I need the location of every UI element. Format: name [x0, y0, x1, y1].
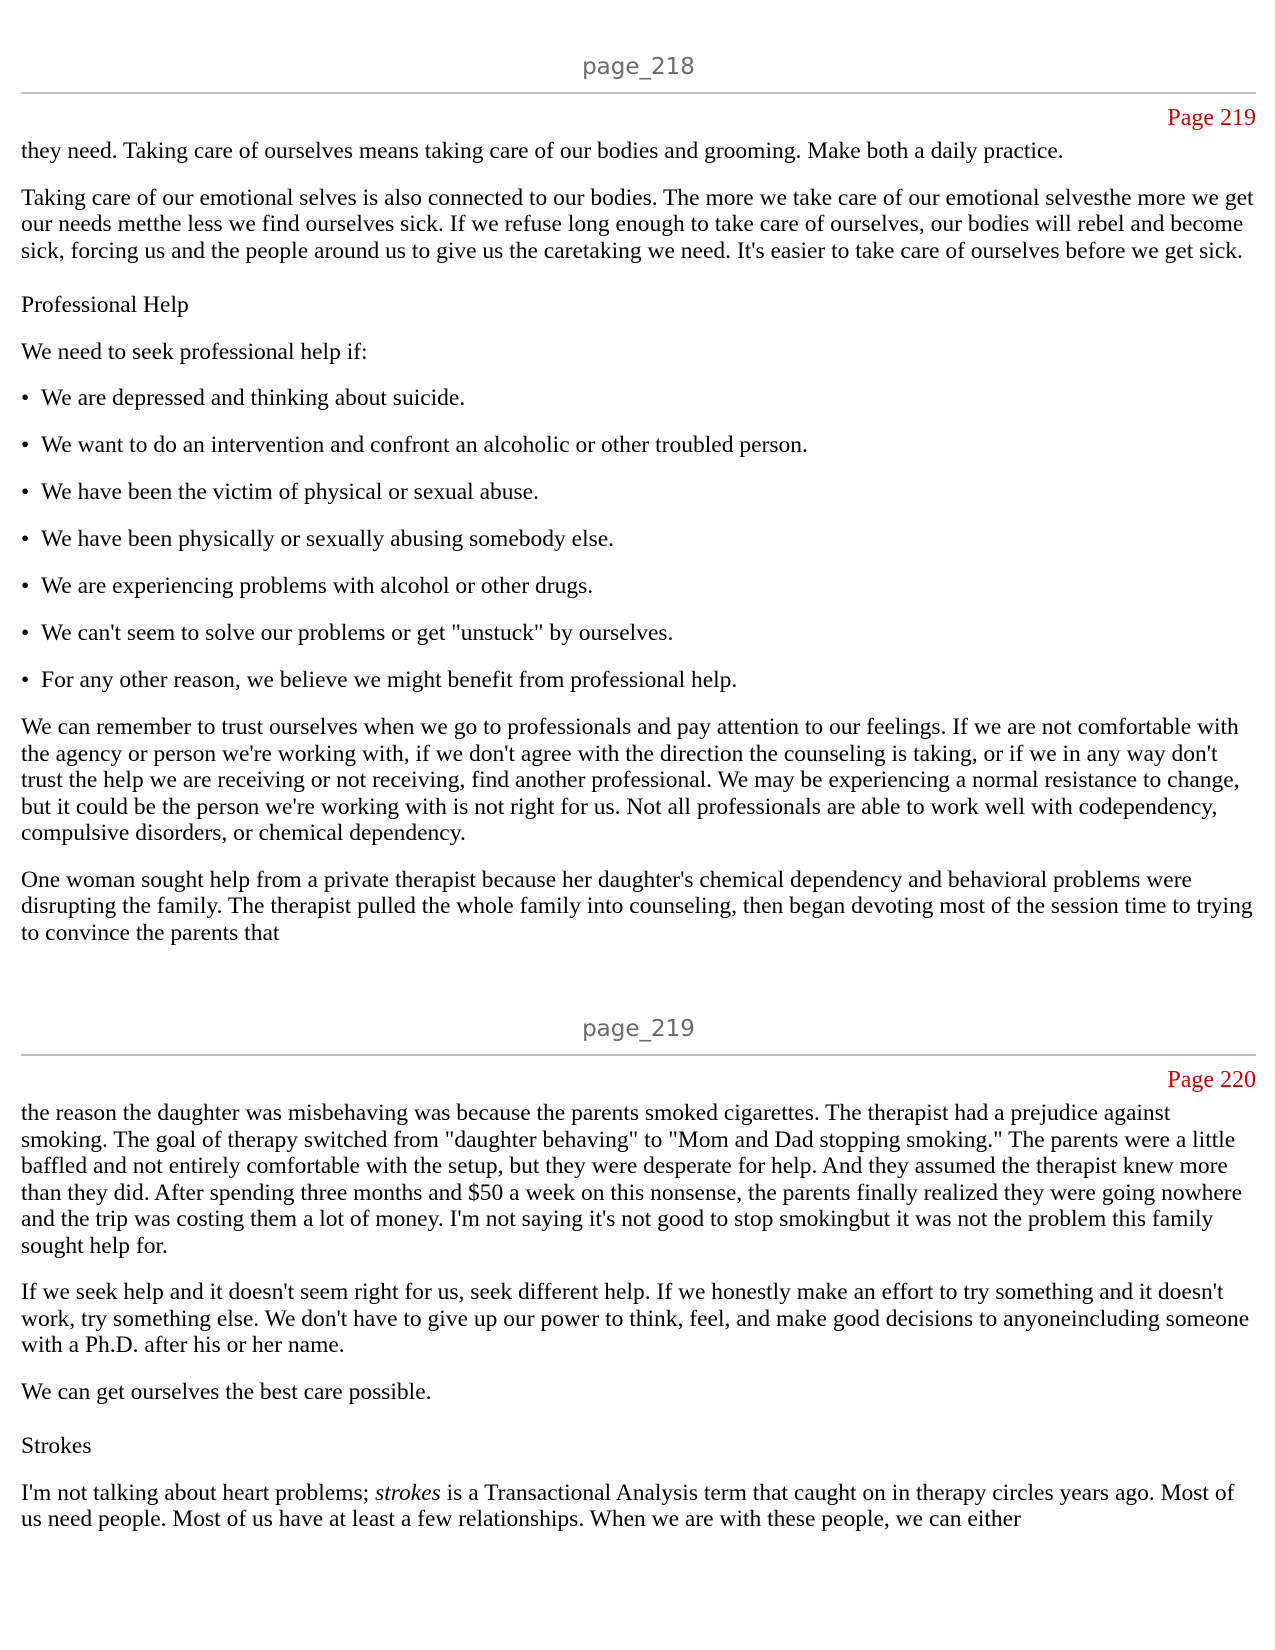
list-item	[21, 620, 1256, 647]
page-divider	[21, 92, 1256, 94]
bullet-icon: •	[21, 620, 30, 646]
paragraph	[21, 1480, 1256, 1533]
list-item	[21, 667, 1256, 694]
paragraph: We need to seek professional help if:	[21, 338, 368, 365]
bullet-icon: •	[21, 526, 30, 552]
page-divider	[21, 1054, 1256, 1056]
page-marker: page_218	[582, 54, 695, 80]
page-number: Page 219	[1167, 105, 1256, 131]
list-item-text: For any other reason, we believe we might benefit from professional help.	[41, 667, 738, 693]
paragraph: they need. Taking care of ourselves means taking care of our bodies and grooming. Make both a daily practice.	[21, 138, 1064, 164]
paragraph: One woman sought help from a private therapist because her daughter's chemical dependency and behavioral problems were disrupting the family. The therapist pulled the whole family into counseling, then began devoting most of the session time to trying to convince the parents that	[21, 866, 1253, 946]
list-item-text: We are depressed and thinking about suicide.	[41, 385, 466, 411]
bullet-list	[21, 385, 1256, 694]
paragraph: the reason the daughter was misbehaving was because the parents smoked cigarettes. The therapist had a prejudice against smoking. The goal of therapy switched from "daughter behaving" to "Mom and Dad stopping smoking." The parents were a little baffled and not entirely comfortable with the setup, but they were desperate for help. And they assumed the therapist knew more than they did. After spending three months and $50 a week on this nonsense, the parents finally realized they were going nowhere and the trip was costing them a lot of money. I'm not saying it's not good to stop smokingbut it was not the problem this family sought help for.	[21, 1100, 1243, 1259]
list-item-text: We are experiencing problems with alcohol or other drugs.	[41, 573, 594, 599]
paragraph: If we seek help and it doesn't seem right for us, seek different help. If we honestly make an effort to try something and it doesn't work, try something else. We don't have to give up our power to think, feel, and make good decisions to anyoneincluding someone with a Ph.D. after his or her name.	[21, 1279, 1250, 1358]
paragraph: We can get ourselves the best care possible.	[21, 1378, 432, 1405]
list-item-text: We want to do an intervention and confront an alcoholic or other troubled person.	[41, 432, 808, 458]
paragraph-text: is a Transactional Analysis term that caught on in therapy circles years ago. Most of us need people. Most of us have at least a few relationships. When we are with these people, we can either	[21, 1479, 1235, 1532]
section-heading: Strokes	[21, 1433, 92, 1459]
page-number: Page 220	[1167, 1067, 1256, 1093]
bullet-icon: •	[21, 667, 30, 693]
section-heading: Professional Help	[21, 292, 189, 318]
page-section-219	[21, 52, 1256, 966]
bullet-icon: •	[21, 385, 30, 411]
bullet-icon: •	[21, 432, 30, 458]
list-item	[21, 432, 1256, 459]
list-item	[21, 573, 1256, 600]
italic-term: strokes	[375, 1479, 441, 1506]
list-item	[21, 385, 1256, 412]
page-section-220	[21, 1014, 1256, 1553]
page-marker: page_219	[582, 1016, 695, 1042]
list-item	[21, 526, 1256, 553]
paragraph: We can remember to trust ourselves when we go to professionals and pay attention to our feelings. If we are not comfortable with the agency or person we're working with, if we don't agree with the direction the counseling is taking, or if we in any way don't trust the help we are receiving or not receiving, find another professional. We may be experiencing a normal resistance to change, but it could be the person we're working with is not right for us. Not all professionals are able to work well with codependency, compulsive disorders, or chemical dependency.	[21, 714, 1240, 846]
bullet-icon: •	[21, 479, 30, 505]
list-item-text: We have been physically or sexually abusing somebody else.	[41, 526, 615, 552]
list-item	[21, 479, 1256, 506]
bullet-icon: •	[21, 573, 30, 599]
list-item-text: We have been the victim of physical or sexual abuse.	[41, 479, 539, 505]
paragraph-text: I'm not talking about heart problems;	[21, 1479, 376, 1506]
paragraph: Taking care of our emotional selves is also connected to our bodies. The more we take care of our emotional selvesthe more we get our needs metthe less we find ourselves sick. If we refuse long enough to take care of ourselves, our bodies will rebel and become sick, forcing us and the people around us to give us the caretaking we need. It's easier to take care of ourselves before we get sick.	[21, 184, 1254, 264]
list-item-text: We can't seem to solve our problems or get "unstuck" by ourselves.	[41, 620, 674, 646]
